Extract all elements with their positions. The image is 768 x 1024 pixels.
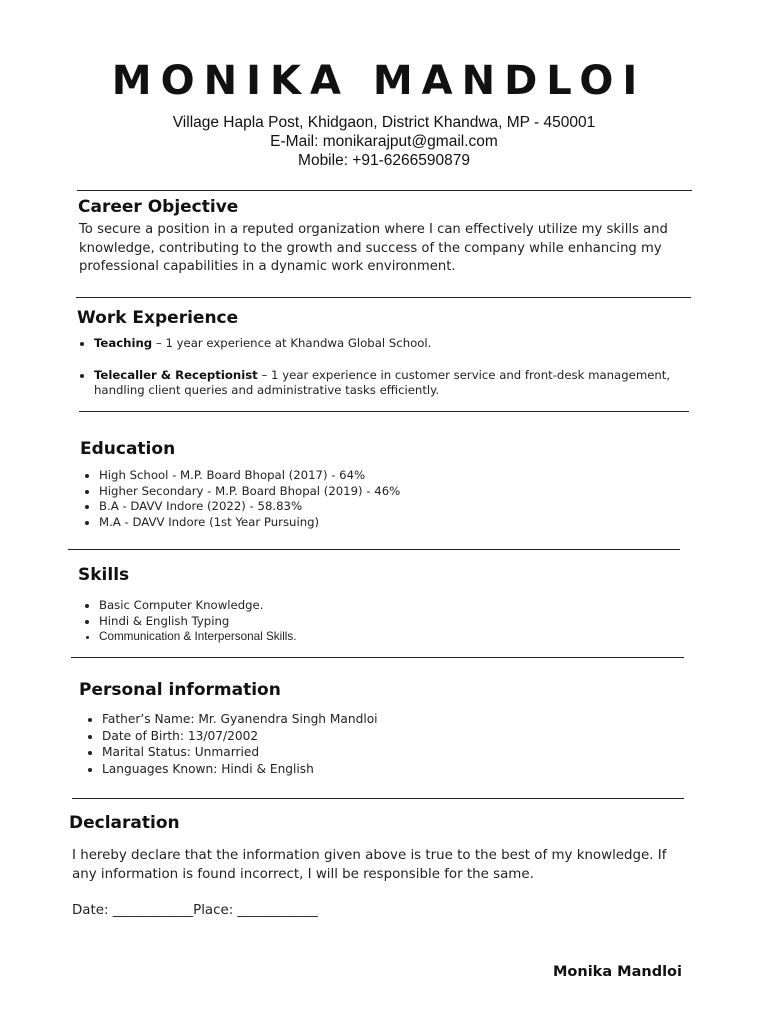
address-line: Village Hapla Post, Khidgaon, District Khandwa, MP - 450001 bbox=[172, 114, 596, 131]
skill-item: • Hindi & English Typing bbox=[99, 614, 699, 630]
career-objective-line: To secure a position in a reputed organization where I can effectively utilize my skills and bbox=[79, 222, 668, 237]
education-item: • Higher Secondary - M.P. Board Bhopal (2019) - 46% bbox=[99, 484, 699, 500]
divider bbox=[72, 798, 684, 799]
work-item-detail: – 1 year experience at Khandwa Global School. bbox=[152, 336, 432, 350]
work-experience-heading: Work Experience bbox=[77, 308, 239, 328]
career-objective-heading: Career Objective bbox=[78, 197, 239, 217]
skills-list bbox=[79, 598, 699, 645]
email-line: E-Mail: monikarajput@gmail.com bbox=[270, 133, 498, 150]
divider bbox=[68, 549, 680, 550]
education-item: • High School - M.P. Board Bhopal (2017) - 64% bbox=[99, 468, 699, 484]
work-item bbox=[94, 336, 714, 352]
personal-info-item: • Marital Status: Unmarried bbox=[102, 744, 702, 761]
personal-info-item: • Date of Birth: 13/07/2002 bbox=[102, 728, 702, 745]
mobile-line: Mobile: +91-6266590879 bbox=[298, 152, 470, 169]
education-list bbox=[79, 468, 699, 531]
divider bbox=[79, 411, 689, 412]
declaration-text bbox=[72, 847, 712, 884]
divider bbox=[76, 297, 691, 298]
divider bbox=[77, 190, 692, 191]
divider bbox=[71, 657, 684, 658]
career-objective-line: professional capabilities in a dynamic work environment. bbox=[79, 259, 456, 274]
career-objective-line: knowledge, contributing to the growth and success of the company while enhancing my bbox=[79, 240, 662, 256]
personal-info-item: • Languages Known: Hindi & English bbox=[102, 761, 702, 778]
personal-information-list bbox=[82, 711, 702, 777]
personal-info-item: • Father’s Name: Mr. Gyanendra Singh Mandloi bbox=[102, 711, 702, 728]
skills-heading: Skills bbox=[78, 565, 130, 585]
declaration-line: any information is found incorrect, I will be responsible for the same. bbox=[72, 866, 534, 882]
work-item bbox=[94, 368, 714, 399]
work-item-title: Telecaller & Receptionist bbox=[94, 367, 258, 382]
personal-information-heading: Personal information bbox=[79, 680, 281, 700]
education-item: • M.A - DAVV Indore (1st Year Pursuing) bbox=[99, 515, 699, 531]
career-objective-text bbox=[79, 221, 719, 277]
signature-name: Monika Mandloi bbox=[553, 964, 682, 980]
education-item: • B.A - DAVV Indore (2022) - 58.83% bbox=[99, 499, 699, 515]
work-item-detail: – 1 year experience in customer service and front-desk management, bbox=[257, 367, 671, 382]
work-experience-list bbox=[78, 336, 714, 399]
skill-item: • Communication & Interpersonal Skills. bbox=[99, 629, 699, 645]
education-heading: Education bbox=[80, 439, 176, 459]
candidate-name: MONIKA MANDLOI bbox=[111, 58, 647, 104]
declaration-line: I hereby declare that the information given above is true to the best of my knowledge. If bbox=[72, 848, 667, 863]
date-place-line: Date: ____________Place: ____________ bbox=[72, 903, 318, 918]
work-item-detail: handling client queries and administrative tasks efficiently. bbox=[94, 383, 440, 397]
declaration-heading: Declaration bbox=[69, 813, 180, 833]
work-item-title: Teaching bbox=[94, 336, 153, 350]
skill-item: • Basic Computer Knowledge. bbox=[99, 598, 699, 614]
